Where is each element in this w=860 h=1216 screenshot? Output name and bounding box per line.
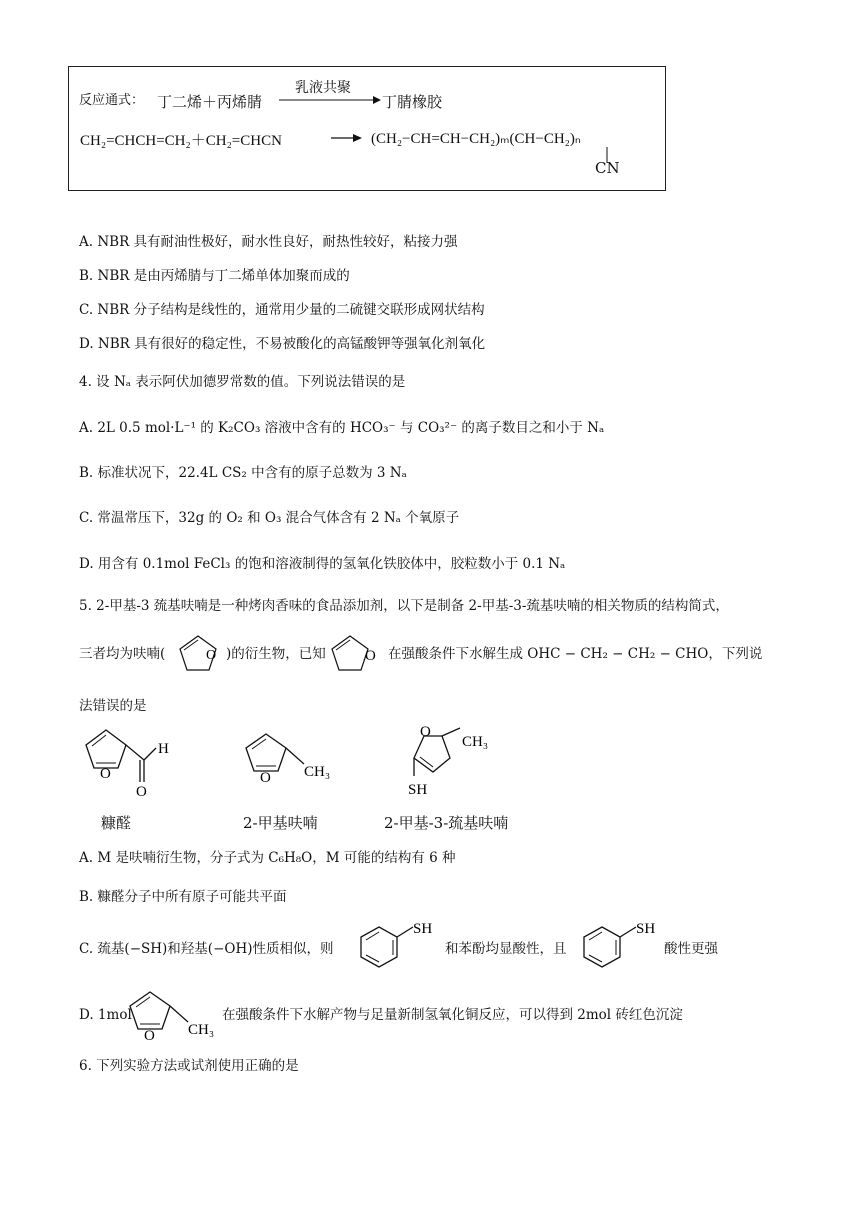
furan-structure-icon xyxy=(173,630,223,680)
q6-stem: 6. 下列实验方法或试剂使用正确的是 xyxy=(79,1058,299,1074)
caption-methylfuran: 2-甲基呋喃 xyxy=(243,814,318,832)
monomer-formula: CH₂=CHCH=CH₂＋CH₂=CHCN xyxy=(80,133,282,149)
thiophenol2-sh: SH xyxy=(636,921,656,937)
caption-mercaptofuran: 2-甲基-3-巯基呋喃 xyxy=(384,814,509,832)
q3-option-d: D. NBR 具有很好的稳定性，不易被酸化的高锰酸钾等强氧化剂氧化 xyxy=(79,336,486,352)
methylfuran-d-structure-icon xyxy=(126,988,236,1048)
furan-o-label: O xyxy=(206,648,217,663)
furfural-structure-icon xyxy=(76,720,186,800)
thiophenol-sh: SH xyxy=(413,921,433,937)
reaction-condition: 乳液共聚 xyxy=(295,80,351,96)
q5-stem-line3: 法错误的是 xyxy=(79,698,147,714)
q3-option-c: C. NBR 分子结构是线性的，通常用少量的二硫键交联形成网状结构 xyxy=(79,302,485,318)
q4-option-a: A. 2L 0.5 mol·L⁻¹ 的 K₂CO₃ 溶液中含有的 HCO₃⁻ 与 CO₃²⁻ 的离子数目之和小于 Nₐ xyxy=(79,420,605,436)
q5-option-c-part2: 和苯酚均显酸性，且 xyxy=(445,941,567,957)
q3-option-a: A. NBR 具有耐油性极好，耐水性良好，耐热性较好，粘接力强 xyxy=(79,234,458,250)
q5-stem-line1: 5. 2-甲基-3 巯基呋喃是一种烤肉香味的食品添加剂，以下是制备 2-甲基-3-巯基呋喃的相关物质的结构简式， xyxy=(79,598,729,614)
mercaptofuran-o: O xyxy=(420,724,431,740)
mercaptofuran-structure-icon xyxy=(400,722,510,802)
methylfuran-ch3: CH₃ xyxy=(304,764,331,780)
mercaptofuran-sh: SH xyxy=(408,782,428,798)
methylfuran-structure-icon xyxy=(242,730,352,790)
furfural-h: H xyxy=(158,741,169,757)
q5-option-c-part3: 酸性更强 xyxy=(664,941,718,957)
methylfuran-o: O xyxy=(260,770,271,786)
q5-stem-part2: )的衍生物，已知 xyxy=(226,646,326,662)
q5-option-c-part1: C. 巯基(−SH)和羟基(−OH)性质相似，则 xyxy=(79,941,334,957)
q4-option-b: B. 标准状况下，22.4L CS₂ 中含有的原子总数为 3 Nₐ xyxy=(79,465,407,481)
furan2-o-label: O xyxy=(365,648,376,664)
q5-option-d-part1: D. 1mol xyxy=(79,1007,132,1023)
q5-option-a: A. M 是呋喃衍生物，分子式为 C₆H₈O，M 可能的结构有 6 种 xyxy=(79,850,456,866)
reactants-text: 丁二烯＋丙烯腈 xyxy=(157,93,263,111)
methylfuran-d-ch3: CH₃ xyxy=(188,1022,215,1038)
caption-furfural: 糠醛 xyxy=(101,814,132,832)
q4-option-d: D. 用含有 0.1mol FeCl₃ 的饱和溶液制得的氢氧化铁胶体中，胶粒数小于 0.1 Nₐ xyxy=(79,556,566,572)
thiophenol-structure-2-icon xyxy=(578,915,658,975)
q3-option-b: B. NBR 是由丙烯腈与丁二烯单体加聚而成的 xyxy=(79,268,350,284)
reaction-label: 反应通式： xyxy=(79,93,145,108)
q4-stem: 4. 设 Nₐ 表示阿伏加德罗常数的值。下列说法错误的是 xyxy=(79,374,406,390)
thiophenol-structure-icon xyxy=(355,915,435,975)
q5-option-d-part2: 在强酸条件下水解产物与足量新制氢氧化铜反应，可以得到 2mol 砖红色沉淀 xyxy=(222,1007,683,1023)
q5-stem-part1: 三者均为呋喃( xyxy=(79,646,166,662)
q5-stem-part3: 在强酸条件下水解生成 OHC − CH₂ − CH₂ − CHO，下列说 xyxy=(388,646,763,662)
product-text: 丁腈橡胶 xyxy=(382,93,443,111)
cn-group: CN xyxy=(595,159,620,177)
furfural-o: O xyxy=(100,766,111,782)
furan-structure-2-icon xyxy=(325,630,385,680)
reaction-box xyxy=(68,66,666,191)
furfural-o2: O xyxy=(136,784,147,800)
polymer-formula: (CH₂−CH=CH−CH₂)ₘ(CH−CH₂)ₙ xyxy=(371,131,581,147)
mercaptofuran-ch3: CH₃ xyxy=(462,734,489,750)
q4-option-c: C. 常温常压下，32g 的 O₂ 和 O₃ 混合气体含有 2 Nₐ 个氧原子 xyxy=(79,510,460,526)
methylfuran-d-o: O xyxy=(144,1028,155,1044)
q5-option-b: B. 糠醛分子中所有原子可能共平面 xyxy=(79,889,287,905)
